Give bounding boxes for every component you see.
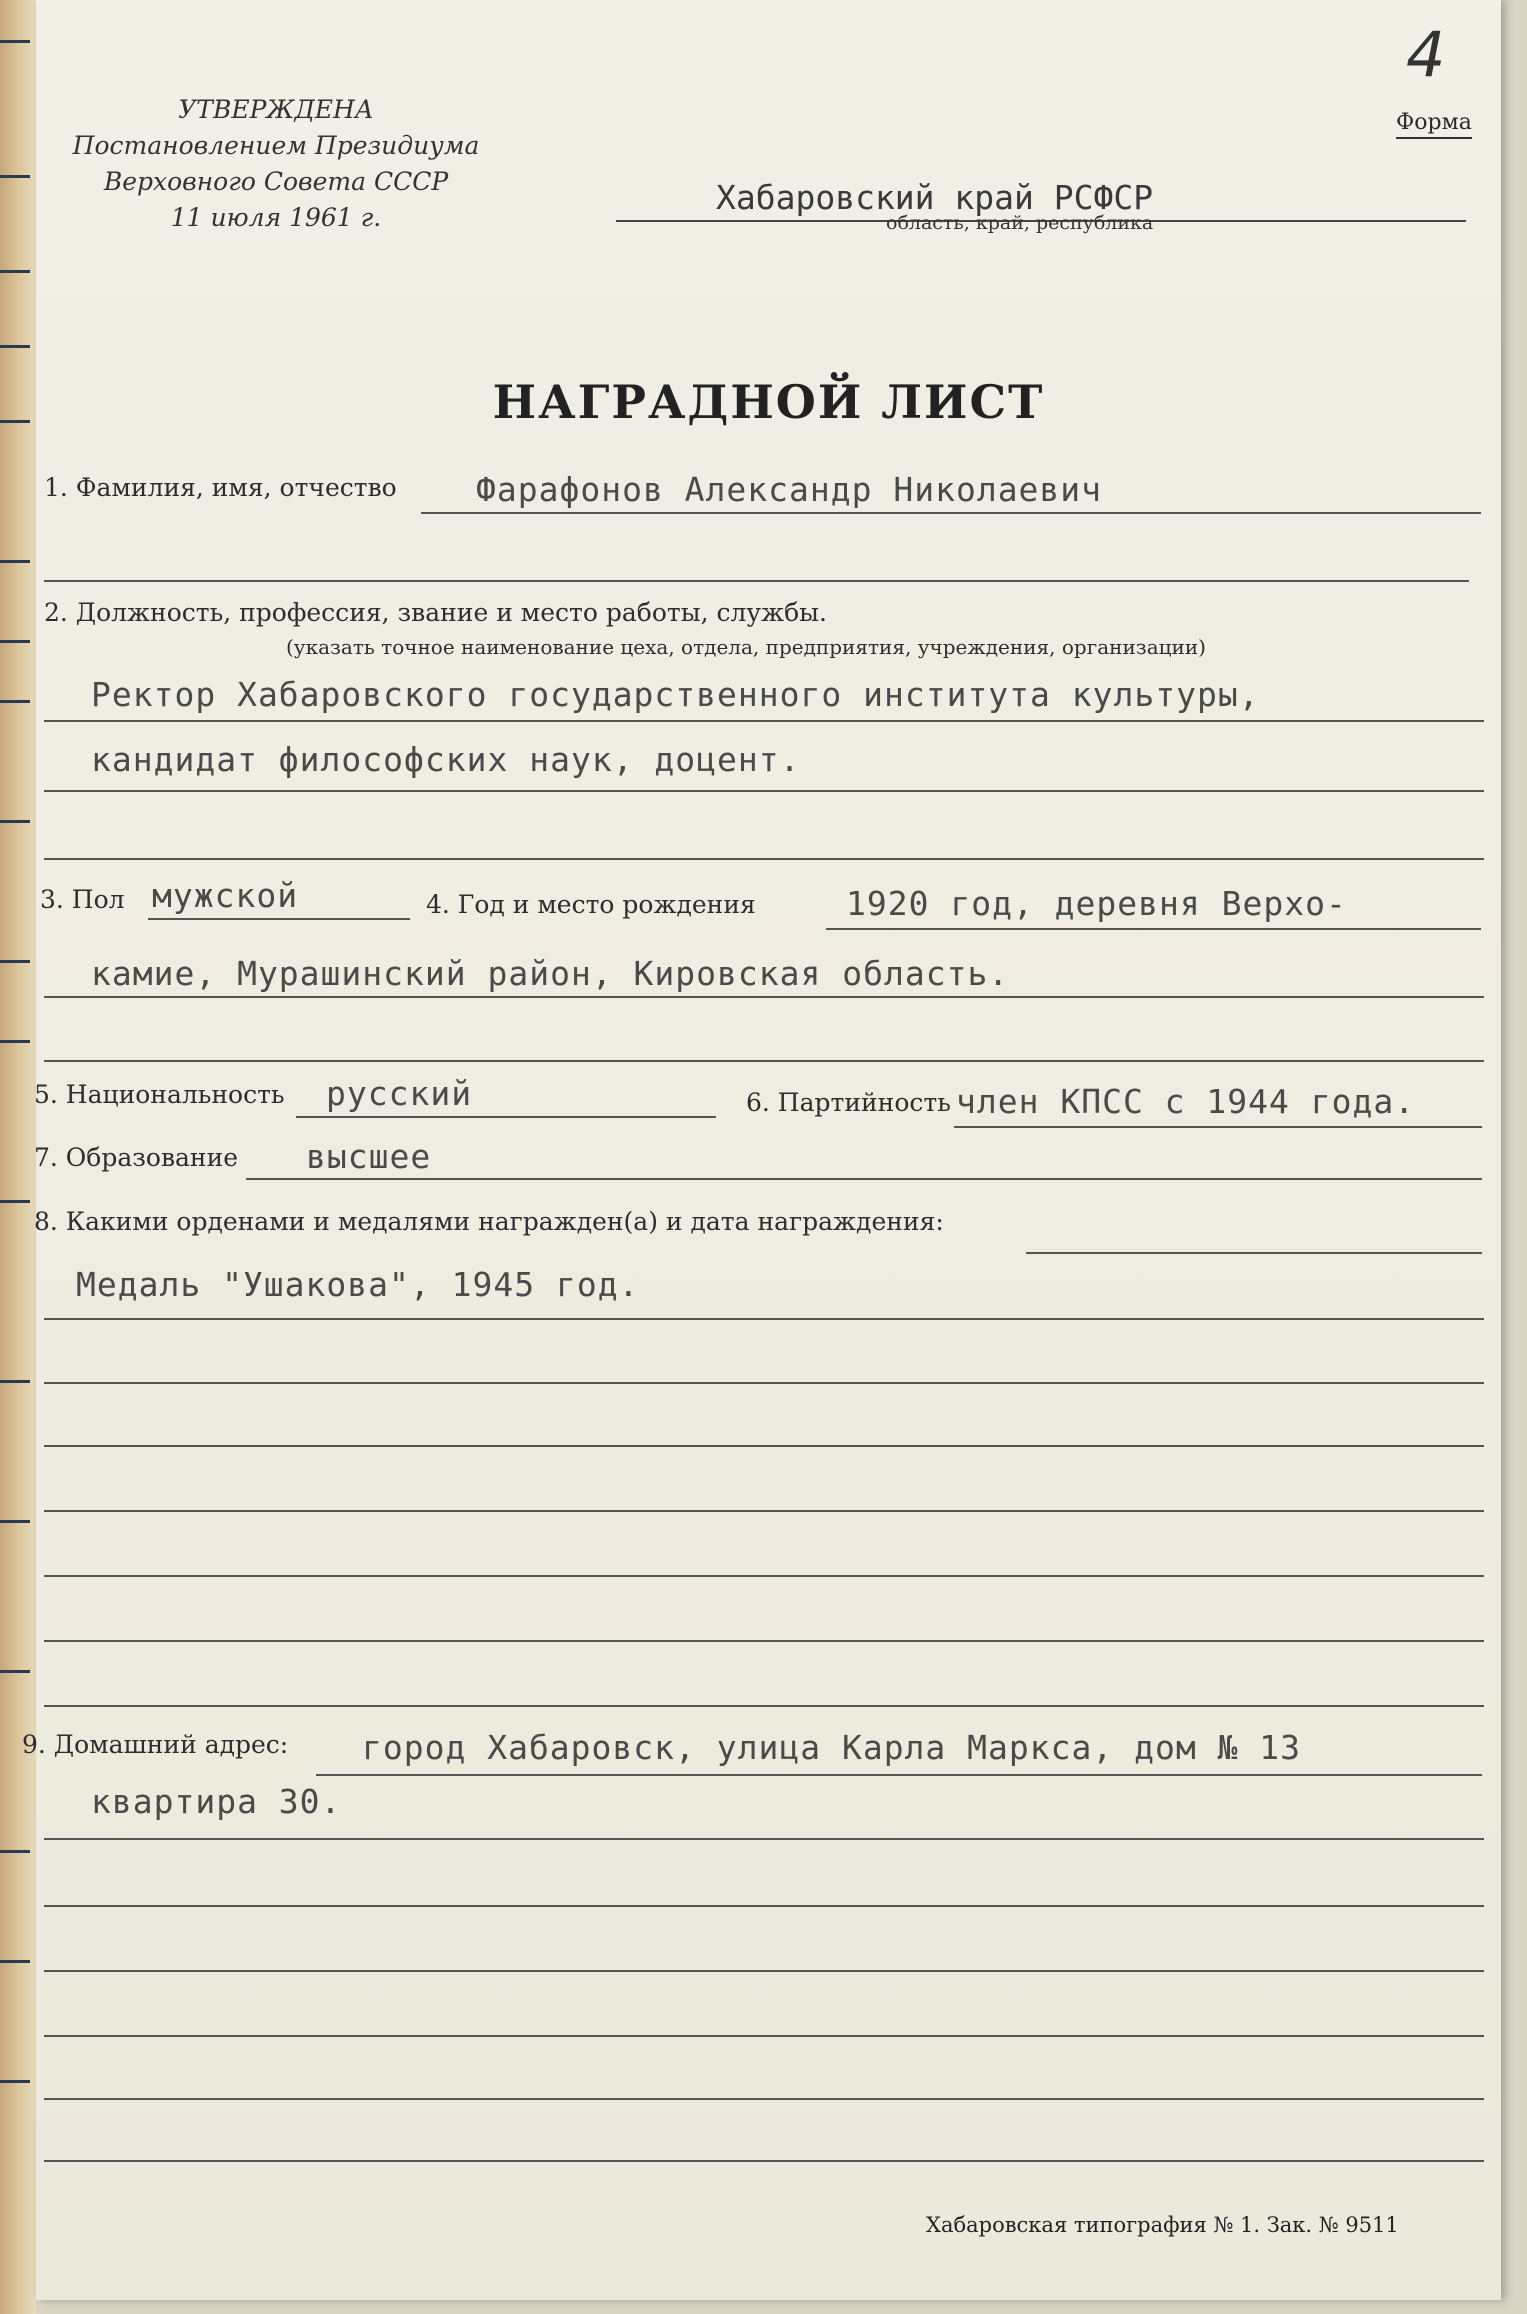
region-field: Хабаровский край РСФСР: [616, 178, 1466, 222]
binding-mark: [0, 40, 30, 43]
field-name-label: 1. Фамилия, имя, отчество: [44, 473, 397, 502]
underline: [44, 2098, 1484, 2100]
field-address-line1: город Хабаровск, улица Карла Маркса, дом № 13: [362, 1728, 1302, 1767]
region-caption: область, край, республика: [886, 212, 1154, 234]
underline: [44, 790, 1484, 792]
field-sex-value: мужской: [152, 876, 299, 915]
underline: [246, 1178, 1482, 1180]
field-awards-value: Медаль "Ушакова", 1945 год.: [76, 1265, 640, 1304]
binding-mark: [0, 640, 30, 643]
underline: [954, 1126, 1482, 1128]
underline: [44, 1060, 1484, 1062]
form-label: Форма: [1396, 110, 1472, 139]
underline: [44, 1640, 1484, 1642]
underline: [1026, 1252, 1482, 1254]
underline: [44, 1318, 1484, 1320]
binding-mark: [0, 1520, 30, 1523]
underline: [44, 1838, 1484, 1840]
field-address-line2: квартира 30.: [91, 1782, 342, 1821]
underline: [44, 580, 1469, 582]
underline: [44, 1510, 1484, 1512]
approval-line: Постановлением Президиума: [72, 131, 480, 160]
page-number: 4: [1406, 18, 1446, 91]
underline: [316, 1774, 1482, 1776]
field-birth-line2: камие, Мурашинский район, Кировская область.: [91, 954, 1010, 993]
binding-mark: [0, 1380, 30, 1383]
binding-mark: [0, 820, 30, 823]
approval-line: 11 июля 1961 г.: [170, 203, 382, 232]
binding-mark: [0, 1200, 30, 1203]
printer-imprint: Хабаровская типография № 1. Зак. № 9511: [926, 2213, 1399, 2237]
field-party-label: 6. Партийность: [746, 1088, 951, 1117]
underline: [421, 512, 1481, 514]
underline: [44, 2035, 1484, 2037]
field-birth-line1: 1920 год, деревня Верхо-: [846, 884, 1347, 923]
field-birth-label: 4. Год и место рождения: [426, 890, 756, 919]
binding-mark: [0, 175, 30, 178]
underline: [44, 1575, 1484, 1577]
binding-mark: [0, 345, 30, 348]
field-position-hint: (указать точное наименование цеха, отдела, предприятия, учреждения, организации): [286, 635, 1206, 659]
approval-line: УТВЕРЖДЕНА: [178, 95, 374, 124]
field-nationality-label: 5. Национальность: [34, 1080, 285, 1109]
field-party-value: член КПСС с 1944 года.: [956, 1082, 1416, 1121]
field-position-label: 2. Должность, профессия, звание и место работы, службы.: [44, 598, 827, 627]
award-sheet-page: [22, 0, 1501, 2300]
underline: [44, 996, 1484, 998]
binding-mark: [0, 1040, 30, 1043]
underline: [44, 2160, 1484, 2162]
underline: [44, 1905, 1484, 1907]
binding-mark: [0, 2080, 30, 2083]
underline: [44, 858, 1484, 860]
underline: [44, 720, 1484, 722]
underline: [44, 1382, 1484, 1384]
field-education-label: 7. Образование: [34, 1143, 239, 1172]
field-name-value: Фарафонов Александр Николаевич: [476, 470, 1103, 509]
underline: [44, 1705, 1484, 1707]
binding-mark: [0, 1670, 30, 1673]
binding-mark: [0, 700, 30, 703]
underline: [826, 928, 1481, 930]
page-title: НАГРАДНОЙ ЛИСТ: [492, 375, 1045, 429]
field-sex-label: 3. Пол: [40, 885, 125, 914]
binding-mark: [0, 960, 30, 963]
field-position-line2: кандидат философских наук, доцент.: [91, 740, 801, 779]
underline: [148, 918, 410, 920]
underline: [44, 1445, 1484, 1447]
approval-line: Верховного Совета СССР: [103, 167, 449, 196]
field-position-line1: Ректор Хабаровского государственного института культуры,: [91, 675, 1260, 714]
underline: [296, 1116, 716, 1118]
field-address-label: 9. Домашний адрес:: [22, 1730, 289, 1759]
binding-mark: [0, 1960, 30, 1963]
field-awards-label: 8. Какими орденами и медалями награжден(а) и дата награждения:: [34, 1207, 944, 1236]
binding-mark: [0, 560, 30, 563]
approval-stamp: [56, 92, 496, 236]
binding-mark: [0, 1850, 30, 1853]
underline: [44, 1970, 1484, 1972]
binding-strip: [0, 0, 36, 2314]
binding-mark: [0, 420, 30, 423]
binding-mark: [0, 270, 30, 273]
field-education-value: высшее: [306, 1137, 432, 1176]
field-nationality-value: русский: [326, 1074, 473, 1113]
